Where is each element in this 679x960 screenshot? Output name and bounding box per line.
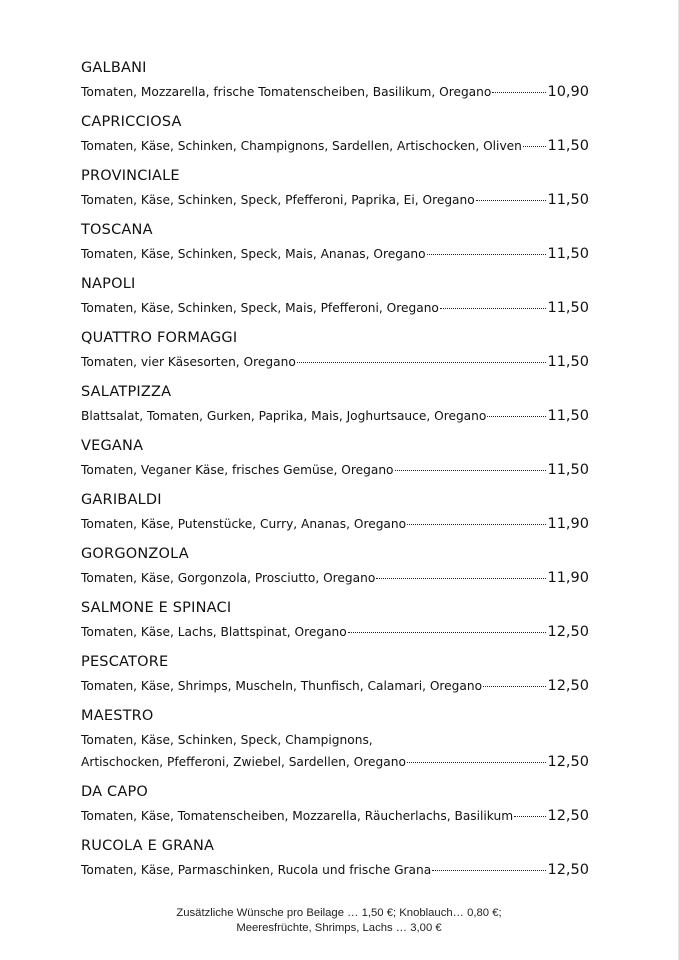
pizza-name: MAESTRO: [81, 708, 154, 724]
dot-leader: [348, 632, 547, 633]
description-line: [81, 406, 589, 426]
pizza-description: Tomaten, Mozzarella, frische Tomatenscheiben, Basilikum, Oregano: [81, 85, 492, 99]
description-line: [81, 752, 589, 772]
dot-leader: [487, 416, 546, 417]
menu-item: [81, 328, 589, 372]
pizza-description-first-line: Tomaten, Käse, Schinken, Speck, Champignons,: [81, 733, 373, 747]
pizza-description: Tomaten, Käse, Schinken, Champignons, Sardellen, Artischocken, Oliven: [81, 139, 522, 153]
dot-leader: [440, 308, 547, 309]
extras-footnote-line: Meeresfrüchte, Shrimps, Lachs … 3,00 €: [236, 922, 442, 934]
pizza-price: 11,50: [547, 300, 589, 316]
menu-item: [81, 652, 589, 696]
pizza-description: Tomaten, Käse, Schinken, Speck, Mais, Ananas, Oregano: [81, 247, 426, 261]
pizza-menu-list: [81, 58, 589, 890]
extras-footnote: [0, 906, 678, 936]
description-line: [81, 860, 589, 880]
pizza-price: 12,50: [547, 754, 589, 770]
description-line: [81, 82, 589, 102]
pizza-name: PESCATORE: [81, 654, 169, 670]
pizza-price: 12,50: [547, 678, 589, 694]
description-line: [81, 298, 589, 318]
pizza-description: Tomaten, Veganer Käse, frisches Gemüse, Oregano: [81, 463, 394, 477]
pizza-description: Tomaten, Käse, Tomatenscheiben, Mozzarella, Räucherlachs, Basilikum: [81, 809, 514, 823]
menu-item: [81, 544, 589, 588]
menu-item: [81, 112, 589, 156]
menu-item: [81, 490, 589, 534]
pizza-description: Tomaten, Käse, Parmaschinken, Rucola und frische Grana: [81, 863, 432, 877]
dot-leader: [492, 92, 546, 93]
pizza-description: Tomaten, Käse, Lachs, Blattspinat, Oregano: [81, 625, 347, 639]
menu-item: [81, 436, 589, 480]
menu-item: [81, 58, 589, 102]
pizza-name: PROVINCIALE: [81, 168, 180, 184]
pizza-price: 11,50: [547, 408, 589, 424]
menu-item: [81, 382, 589, 426]
description-line: [81, 514, 589, 534]
dot-leader: [407, 524, 546, 525]
pizza-name: GARIBALDI: [81, 492, 162, 508]
menu-item: [81, 274, 589, 318]
description-line: [81, 622, 589, 642]
menu-item: [81, 782, 589, 826]
pizza-name: GALBANI: [81, 60, 147, 76]
pizza-name: CAPRICCIOSA: [81, 114, 182, 130]
pizza-name: TOSCANA: [81, 222, 153, 238]
menu-item: [81, 706, 589, 772]
pizza-name: VEGANA: [81, 438, 144, 454]
pizza-price: 11,50: [547, 246, 589, 262]
pizza-price: 12,50: [547, 808, 589, 824]
dot-leader: [407, 762, 547, 763]
description-line: [81, 244, 589, 264]
description-line: [81, 190, 589, 210]
dot-leader: [483, 686, 546, 687]
pizza-name: QUATTRO FORMAGGI: [81, 330, 238, 346]
dot-leader: [514, 816, 546, 817]
pizza-description: Tomaten, Käse, Schinken, Speck, Mais, Pfefferoni, Oregano: [81, 301, 439, 315]
menu-item: [81, 166, 589, 210]
dot-leader: [395, 470, 547, 471]
pizza-price: 12,50: [547, 624, 589, 640]
pizza-description: Tomaten, Käse, Gorgonzola, Prosciutto, Oregano: [81, 571, 376, 585]
pizza-description: Artischocken, Pfefferoni, Zwiebel, Sardellen, Oregano: [81, 755, 406, 769]
pizza-price: 11,50: [547, 138, 589, 154]
menu-item: [81, 220, 589, 264]
dot-leader: [376, 578, 546, 579]
dot-leader: [476, 200, 547, 201]
description-line: [81, 676, 589, 696]
pizza-name: SALATPIZZA: [81, 384, 172, 400]
pizza-description: Tomaten, Käse, Shrimps, Muscheln, Thunfisch, Calamari, Oregano: [81, 679, 483, 693]
description-line: [81, 568, 589, 588]
description-line: [81, 352, 589, 372]
pizza-description: Blattsalat, Tomaten, Gurken, Paprika, Mais, Joghurtsauce, Oregano: [81, 409, 487, 423]
dot-leader: [523, 146, 547, 147]
dot-leader: [432, 870, 546, 871]
pizza-name: NAPOLI: [81, 276, 136, 292]
menu-item: [81, 836, 589, 880]
dot-leader: [297, 362, 547, 363]
description-line: [81, 806, 589, 826]
pizza-name: RUCOLA E GRANA: [81, 838, 215, 854]
pizza-price: 12,50: [547, 862, 589, 878]
pizza-price: 11,90: [547, 516, 589, 532]
pizza-name: GORGONZOLA: [81, 546, 189, 562]
description-line: [81, 460, 589, 480]
pizza-description: Tomaten, vier Käsesorten, Oregano: [81, 355, 296, 369]
pizza-name: SALMONE E SPINACI: [81, 600, 232, 616]
pizza-description: Tomaten, Käse, Putenstücke, Curry, Ananas, Oregano: [81, 517, 407, 531]
pizza-price: 11,50: [547, 354, 589, 370]
pizza-price: 11,50: [547, 462, 589, 478]
description-line: [81, 136, 589, 156]
pizza-price: 11,90: [547, 570, 589, 586]
menu-item: [81, 598, 589, 642]
pizza-price: 10,90: [547, 84, 589, 100]
pizza-description: Tomaten, Käse, Schinken, Speck, Pfefferoni, Paprika, Ei, Oregano: [81, 193, 475, 207]
pizza-name: DA CAPO: [81, 784, 149, 800]
pizza-price: 11,50: [547, 192, 589, 208]
dot-leader: [427, 254, 547, 255]
extras-footnote-line: Zusätzliche Wünsche pro Beilage … 1,50 €; Knoblauch… 0,80 €;: [176, 907, 502, 919]
